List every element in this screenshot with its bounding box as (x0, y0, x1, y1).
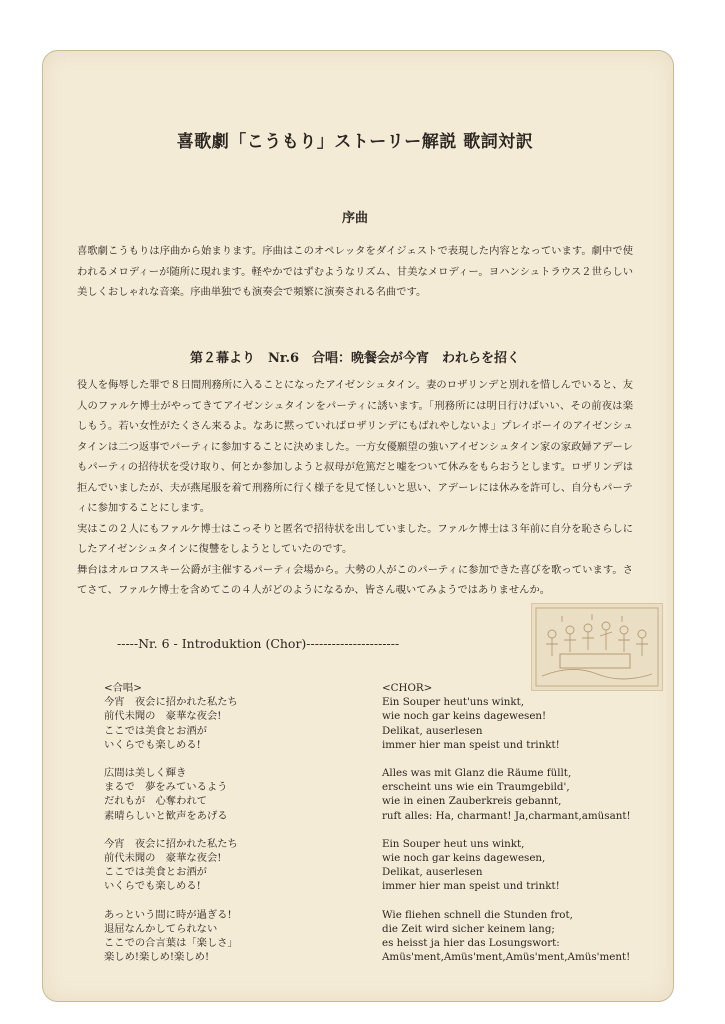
lyric-line: あっという間に時が過ぎる! (104, 908, 232, 921)
overture-heading: 序曲 (341, 211, 368, 226)
lyric-line: 前代未聞の 豪華な夜会! (104, 852, 222, 865)
lyric-line: Wie fliehen schnell die Stunden frot, (382, 908, 573, 921)
lyric-line: ruft alles: Ha, charmant! Ja,charmant,amüsant! (382, 809, 631, 822)
page-title: 喜歌劇「こうもり」ストーリー解説 歌詞対訳 (176, 132, 534, 152)
ballroom-illustration (531, 603, 663, 691)
overture-paragraph: 喜歌劇こうもりは序曲から始まります。序曲はこのオペレッタをダイジェストで表現した内容となっています。劇中で使われるメロディーが随所に現れます。軽やかではずむようなリズム、甘美なメロディー。ヨハンシュトラウス２世らしい美しくおしゃれな音楽。序曲単独でも演奏会で頻繁に演奏される名曲です。 (77, 245, 633, 298)
lyric-line: wie noch gar keins dagewesen, (382, 852, 546, 865)
act2-paragraph: 舞台はオルロフスキー公爵が主催するパーティ会場から。大勢の人がこのパーティに参加できた喜びを歌っています。さてさて、ファルケ博士を含めてこの４人がどのようになるか、皆さん覗いてみようではありませんか。 (77, 563, 633, 596)
lyrics-stanza (382, 908, 672, 965)
lyric-line: Amüs'ment,Amüs'ment,Amüs'ment,Amüs'ment! (382, 951, 631, 964)
lyrics-german (382, 681, 672, 978)
lyric-line: 広間は美しく輝き (104, 767, 187, 780)
lyrics-stanza (382, 837, 672, 894)
act2-heading: 第２幕より Nr.6 合唱：晩餐会が今宵 われらを招く (189, 351, 521, 366)
lyric-line: immer hier man speist und trinkt! (382, 738, 560, 751)
lyric-line: 楽しめ!楽しめ!楽しめ! (104, 951, 210, 964)
act2-paragraph: 実はこの２人にもファルケ博士はこっそりと匿名で招待状を出していました。ファルケ博士は３年前に自分を恥さらしにしたアイゼンシュタインに復讐をしようとしていたのです。 (77, 522, 633, 555)
lyric-line: erscheint uns wie ein Traumgebild', (382, 781, 570, 794)
program-page (42, 50, 674, 1002)
lyrics-stanza (104, 766, 344, 823)
lyrics-stanza (104, 681, 344, 752)
number-divider: -----Nr. 6 - Introduktion (Chor)---------------------- (117, 636, 400, 651)
lyric-line: まるで 夢をみているよう (104, 781, 228, 794)
lyric-line: 退屈なんかしてられない (104, 922, 218, 935)
lyric-line: ここでは美食とお酒が (104, 724, 207, 737)
lyric-line: Ein Souper heut'uns winkt, (382, 696, 525, 709)
lyric-line: die Zeit wird sicher keinem lang; (382, 922, 555, 935)
lyric-line: <CHOR> (382, 682, 433, 694)
lyrics-japanese (104, 681, 344, 978)
lyric-line: 今宵 夜会に招かれた私たち (104, 837, 238, 850)
lyric-line: es heisst ja hier das Losungswort: (382, 937, 560, 950)
overture-text (77, 241, 633, 303)
lyric-line: Ein Souper heut uns winkt, (382, 837, 525, 850)
lyric-line: Delikat, auserlesen (382, 724, 483, 737)
act2-paragraph: 役人を侮辱した罪で８日間刑務所に入ることになったアイゼンシュタイン。妻のロザリンデと別れを惜しんでいると、友人のファルケ博士がやってきてアイゼンシュタインをパーティに誘います。「刑務所には明日行けばいい、その前夜は楽しもう。若い女性がたくさん来るよ。なあに黙っていればロザリンデにもばれやしないよ」プレイボーイのアイゼンシュタインは二つ返事でパーティに参加することに決めました。一方女優願望の強いアイゼンシュタイン家の家政婦アデーレもパーティの招待状を受け取り、何とか参加しようと叔母が危篤だと嘘をついて休みをもらおうとします。ロザリンデは拒んでいましたが、夫が燕尾服を着て刑務所に行く様子を見て怪しいと思い、アデーレには休みを許可し、自分もパーティに参加することにします。 (77, 379, 633, 514)
lyric-line: wie in einen Zauberkreis gebannt, (382, 795, 562, 808)
lyrics-stanza (104, 908, 344, 965)
lyrics-stanza (382, 766, 672, 823)
lyric-line: Delikat, auserlesen (382, 866, 483, 879)
lyric-line: 前代未聞の 豪華な夜会! (104, 710, 222, 723)
act2-text (77, 375, 633, 601)
lyric-line: immer hier man speist und trinkt! (382, 880, 560, 893)
lyric-line: ここでは美食とお酒が (104, 866, 207, 879)
lyric-line: ここでの合言葉は「楽しさ」 (104, 937, 238, 950)
lyric-line: <合唱> (104, 682, 142, 694)
lyric-line: いくらでも楽しめる! (104, 738, 201, 751)
lyrics-stanza (104, 837, 344, 894)
lyric-line: 素晴らしいと歓声をあげる (104, 809, 228, 822)
lyric-line: だれもが 心奪われて (104, 795, 207, 808)
lyric-line: 今宵 夜会に招かれた私たち (104, 696, 238, 709)
lyric-line: wie noch gar keins dagewesen! (382, 710, 547, 723)
lyrics-stanza (382, 681, 672, 752)
lyric-line: いくらでも楽しめる! (104, 880, 201, 893)
lyric-line: Alles was mit Glanz die Räume füllt, (382, 767, 572, 780)
